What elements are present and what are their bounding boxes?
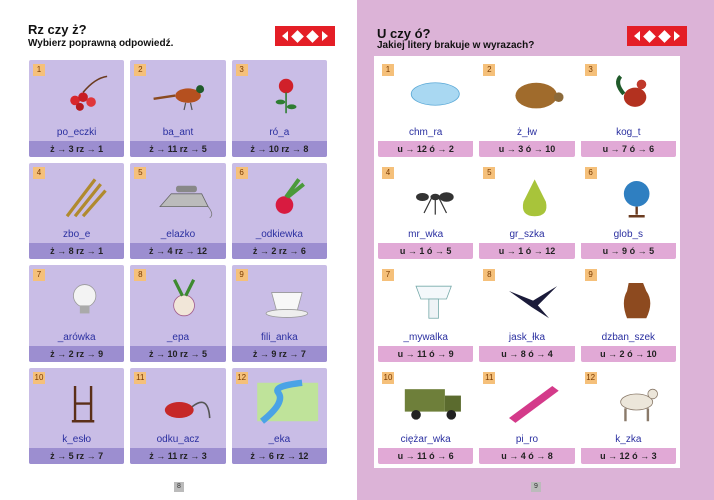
card-number: 6: [236, 167, 248, 179]
answer-options: u → 7 ó → 6: [581, 141, 676, 157]
answer-options: u → 9 ó → 5: [581, 243, 676, 259]
word-with-gap: kog_t: [616, 126, 641, 138]
exercise-card: [479, 60, 574, 157]
answer-options: ż → 2 rz → 6: [232, 243, 327, 259]
turnip-icon: [152, 271, 219, 327]
exercise-card: [581, 368, 676, 465]
answer-options: ż → 9 rz → 7: [232, 346, 327, 362]
word-with-gap: ż_łw: [516, 126, 537, 138]
arrow-left-icon: [282, 31, 288, 41]
page-subtitle: Jakiej litery brakuje w wyrazach?: [377, 40, 535, 51]
card-number: 3: [236, 64, 248, 76]
page-number: 8: [174, 482, 184, 492]
exercise-card: [130, 163, 225, 260]
card-number: 12: [237, 372, 247, 382]
ant-icon: [400, 169, 467, 225]
goat-icon: [603, 374, 670, 430]
word-with-gap: k_zka: [615, 434, 642, 445]
card-number: 4: [382, 167, 394, 179]
word-with-gap: fili_anka: [260, 331, 298, 343]
arrow-right-icon: [674, 31, 680, 41]
word-with-gap: odku_acz: [156, 434, 200, 445]
card-number: 8: [134, 269, 146, 281]
card-number: 3: [585, 64, 597, 76]
sink-icon: [400, 271, 467, 327]
card-number: 6: [585, 167, 597, 179]
card-number: 5: [483, 167, 495, 179]
pear-icon: [501, 169, 568, 225]
pheasant-icon: [152, 66, 219, 122]
word-with-gap: glob_s: [613, 229, 644, 240]
right-page: [357, 0, 714, 500]
card-number: 7: [33, 269, 45, 281]
word-with-gap: _arówka: [57, 331, 96, 343]
answer-options: ż → 2 rz → 9: [29, 346, 124, 362]
card-number: 8: [483, 269, 495, 281]
card-number: 9: [236, 269, 248, 281]
exercise-card: [378, 60, 473, 157]
page-title: Rz czy ż?: [28, 22, 87, 37]
answer-options: ż → 8 rz → 1: [29, 243, 124, 259]
bulb-icon: [51, 271, 118, 327]
word-with-gap: chm_ra: [408, 126, 443, 138]
chair-icon: [51, 374, 118, 430]
diamond-icon: [291, 30, 304, 43]
card-number: 1: [382, 64, 394, 76]
exercise-card: [29, 163, 124, 260]
cloud-icon: [400, 66, 467, 122]
word-with-gap: _odkiewka: [255, 229, 303, 240]
answer-options: u → 1 ó → 12: [479, 243, 574, 259]
word-with-gap: gr_szka: [509, 229, 545, 240]
card-number: 7: [382, 269, 394, 281]
nav-arrows[interactable]: [275, 26, 335, 46]
answer-options: ż → 11 rz → 3: [130, 448, 225, 464]
exercise-grid: [374, 56, 680, 468]
card-number: 1: [33, 64, 45, 76]
truck-icon: [400, 374, 467, 430]
exercise-card: [479, 163, 574, 260]
card-number: 2: [483, 64, 495, 76]
swallow-icon: [501, 271, 568, 327]
page-subtitle: Wybierz poprawną odpowiedź.: [28, 38, 174, 49]
answer-options: u → 8 ó → 4: [479, 346, 574, 362]
exercise-card: [232, 163, 327, 260]
answer-options: ż → 10 rz → 5: [130, 346, 225, 362]
exercise-card: [378, 368, 473, 465]
rose-icon: [254, 66, 321, 122]
answer-options: ż → 4 rz → 12: [130, 243, 225, 259]
exercise-card: [378, 163, 473, 260]
card-number: 11: [136, 372, 145, 382]
exercise-card: [232, 265, 327, 362]
card-number: 10: [383, 372, 393, 382]
card-number: 4: [33, 167, 45, 179]
exercise-card: [232, 60, 327, 157]
answer-options: ż → 11 rz → 5: [130, 141, 225, 157]
word-with-gap: pi_ro: [515, 434, 539, 445]
answer-options: u → 12 ó → 3: [581, 448, 676, 464]
word-with-gap: po_eczki: [56, 126, 97, 138]
card-number: 11: [485, 372, 494, 382]
card-number: 2: [134, 64, 146, 76]
exercise-card: [130, 265, 225, 362]
river-icon: [254, 374, 321, 430]
exercise-card: [130, 60, 225, 157]
rooster-icon: [603, 66, 670, 122]
exercise-card: [378, 265, 473, 362]
card-number: 5: [134, 167, 146, 179]
answer-options: ż → 5 rz → 7: [29, 448, 124, 464]
word-with-gap: zbo_e: [63, 229, 91, 240]
grain-icon: [51, 169, 118, 225]
cup-icon: [254, 271, 321, 327]
answer-options: ż → 3 rz → 1: [29, 141, 124, 157]
radish-icon: [254, 169, 321, 225]
word-with-gap: ró_a: [269, 126, 290, 138]
answer-options: u → 3 ó → 10: [479, 141, 574, 157]
exercise-card: [29, 265, 124, 362]
arrow-right-icon: [322, 31, 328, 41]
currants-icon: [51, 66, 118, 122]
nav-arrows[interactable]: [627, 26, 687, 46]
word-with-gap: ciężar_wka: [400, 434, 451, 445]
card-number: 9: [585, 269, 597, 281]
word-with-gap: _elazko: [160, 229, 196, 240]
globe-icon: [603, 169, 670, 225]
word-with-gap: ba_ant: [162, 126, 194, 138]
exercise-card: [29, 368, 124, 465]
word-with-gap: mr_wka: [408, 229, 444, 240]
exercise-card: [130, 368, 225, 465]
exercise-card: [479, 368, 574, 465]
page-number: 9: [531, 482, 541, 492]
answer-options: ż → 10 rz → 8: [232, 141, 327, 157]
turtle-icon: [501, 66, 568, 122]
answer-options: u → 2 ó → 10: [581, 346, 676, 362]
page-title: U czy ó?: [377, 26, 431, 41]
answer-options: u → 11 ó → 6: [378, 448, 473, 464]
exercise-card: [581, 265, 676, 362]
answer-options: u → 11 ó → 9: [378, 346, 473, 362]
card-number: 12: [586, 372, 596, 382]
card-number: 10: [34, 372, 44, 382]
word-with-gap: k_esło: [62, 434, 92, 445]
diamond-icon: [643, 30, 656, 43]
iron-icon: [152, 169, 219, 225]
diamond-icon: [658, 30, 671, 43]
diamond-icon: [306, 30, 319, 43]
pen-icon: [501, 374, 568, 430]
word-with-gap: _mywalka: [403, 331, 448, 343]
word-with-gap: _eka: [268, 434, 291, 445]
word-with-gap: dzban_szek: [601, 331, 656, 343]
exercise-card: [479, 265, 574, 362]
exercise-card: [29, 60, 124, 157]
word-with-gap: jask_łka: [508, 331, 546, 343]
answer-options: u → 1 ó → 5: [378, 243, 473, 259]
word-with-gap: _epa: [166, 331, 190, 343]
exercise-card: [581, 60, 676, 157]
vacuum-icon: [152, 374, 219, 430]
jug-icon: [603, 271, 670, 327]
answer-options: u → 4 ó → 8: [479, 448, 574, 464]
exercise-card: [581, 163, 676, 260]
answer-options: u → 12 ó → 2: [378, 141, 473, 157]
exercise-card: [232, 368, 327, 465]
exercise-grid: [25, 56, 331, 468]
arrow-left-icon: [634, 31, 640, 41]
answer-options: ż → 6 rz → 12: [232, 448, 327, 464]
